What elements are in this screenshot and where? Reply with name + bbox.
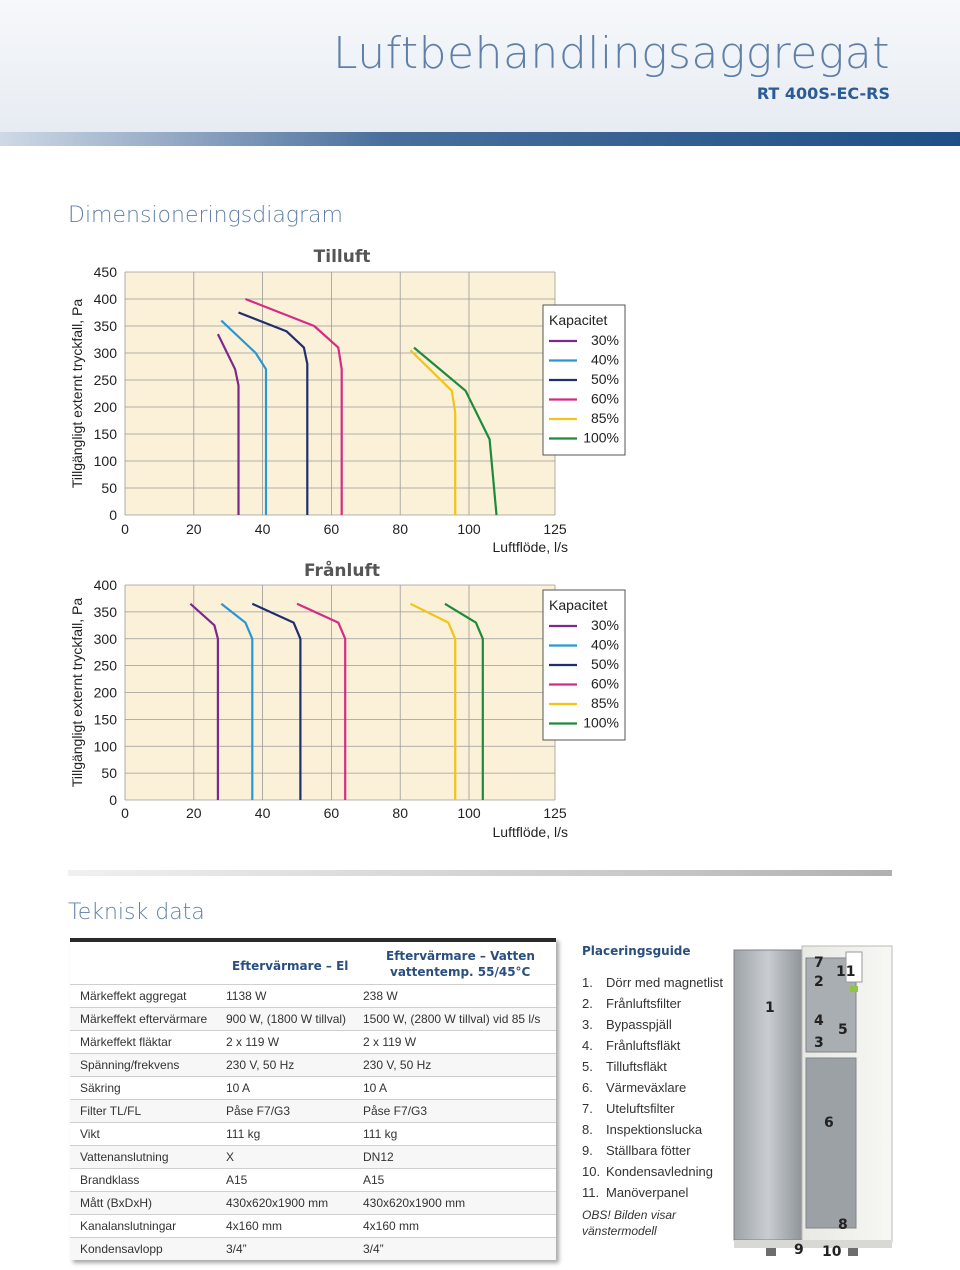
placement-item-text: Tilluftsfläkt <box>606 1059 667 1074</box>
row-label: Märkeffekt fläktar <box>80 1035 172 1049</box>
x-tick-label: 100 <box>457 805 481 821</box>
row-value-el: Påse F7/G3 <box>226 1104 291 1118</box>
table-row <box>70 1122 556 1145</box>
component-number-label: 8 <box>838 1217 848 1233</box>
row-value-el: 4x160 mm <box>226 1219 283 1233</box>
placement-item <box>582 1077 727 1098</box>
table-row <box>70 1237 556 1260</box>
row-value-el: 111 kg <box>226 1127 261 1141</box>
placement-note: OBS! Bilden visar vänstermodell <box>582 1208 677 1238</box>
diagram-section-title: Dimensioneringsdiagram <box>68 203 343 228</box>
placement-item-number: 7. <box>582 1101 593 1116</box>
col-header-el: Eftervärmare – El <box>232 959 349 973</box>
placement-item-number: 8. <box>582 1122 593 1137</box>
y-tick-label: 0 <box>109 507 117 523</box>
row-value-el: 1138 W <box>226 989 267 1003</box>
adjustable-foot <box>766 1248 776 1256</box>
row-value-vatten: 111 kg <box>363 1127 398 1141</box>
y-tick-label: 350 <box>93 318 117 334</box>
row-label: Vikt <box>80 1127 100 1141</box>
row-value-el: A15 <box>226 1173 248 1187</box>
placement-item <box>582 1056 727 1077</box>
table-row <box>70 1191 556 1214</box>
row-label: Kanalanslutningar <box>80 1219 177 1233</box>
row-value-el: X <box>226 1150 235 1164</box>
legend-label: 50% <box>590 371 619 387</box>
section-divider <box>68 870 892 876</box>
component-number-label: 2 <box>814 974 824 990</box>
row-label: Märkeffekt aggregat <box>80 989 187 1003</box>
table-row <box>70 1076 556 1099</box>
y-axis-label: Tillgängligt externt tryckfall, Pa <box>69 298 85 489</box>
x-tick-label: 125 <box>543 521 567 537</box>
placement-item-text: Manöverpanel <box>606 1185 689 1200</box>
row-value-vatten: 230 V, 50 Hz <box>363 1058 432 1072</box>
x-axis-label: Luftflöde, l/s <box>492 539 568 555</box>
status-led <box>850 986 858 992</box>
component-number-label: 1 <box>765 1000 775 1016</box>
row-value-el: 230 V, 50 Hz <box>226 1058 295 1072</box>
placement-item <box>582 993 727 1014</box>
row-value-vatten: 2 x 119 W <box>363 1035 417 1049</box>
row-value-el: 3/4” <box>226 1242 247 1256</box>
tech-data-table <box>70 938 556 1260</box>
y-tick-label: 350 <box>93 603 117 620</box>
placement-item-text: Kondensavledning <box>606 1164 713 1179</box>
y-tick-label: 150 <box>93 426 117 442</box>
placement-item-number: 11. <box>582 1185 600 1200</box>
y-tick-label: 400 <box>93 577 117 593</box>
y-axis-label: Tillgängligt externt tryckfall, Pa <box>69 597 85 788</box>
row-value-vatten: 4x160 mm <box>363 1219 420 1233</box>
y-tick-label: 100 <box>93 453 117 469</box>
y-tick-label: 200 <box>93 399 117 415</box>
adjustable-foot <box>848 1248 858 1256</box>
page-title: Luftbehandlingsaggregat <box>332 28 890 79</box>
placement-item <box>582 1140 727 1161</box>
legend-label: 85% <box>590 410 619 426</box>
row-value-vatten: 10 A <box>363 1081 388 1095</box>
x-tick-label: 80 <box>392 521 408 537</box>
x-axis-label: Luftflöde, l/s <box>492 824 568 840</box>
row-value-vatten: 238 W <box>363 989 398 1003</box>
placement-guide <box>582 944 727 1239</box>
row-label: Mått (BxDxH) <box>80 1196 152 1210</box>
component-number-label: 6 <box>824 1115 834 1131</box>
y-tick-label: 0 <box>109 792 117 808</box>
legend-label: 30% <box>590 332 619 348</box>
row-value-vatten: 3/4” <box>363 1242 384 1256</box>
chart-title: Tilluft <box>313 247 371 267</box>
placement-item-number: 2. <box>582 996 593 1011</box>
table-header <box>70 938 556 988</box>
x-tick-label: 40 <box>254 805 271 821</box>
col-header-vatten-temp: vattentemp. 55/45°C <box>390 965 531 979</box>
plot-area <box>125 272 555 515</box>
y-tick-label: 100 <box>93 738 117 755</box>
y-tick-label: 300 <box>93 345 117 361</box>
exchanger-compartment <box>806 1058 856 1228</box>
placement-item <box>582 1161 727 1182</box>
row-value-vatten: A15 <box>363 1173 385 1187</box>
row-value-el: 10 A <box>226 1081 251 1095</box>
y-tick-label: 400 <box>93 291 117 307</box>
row-value-el: 900 W, (1800 W tillval) <box>226 1012 347 1026</box>
placement-item-text: Ställbara fötter <box>606 1143 691 1158</box>
placement-item-text: Frånluftsfilter <box>606 996 682 1011</box>
y-tick-label: 250 <box>93 657 117 674</box>
row-label: Spänning/frekvens <box>80 1058 180 1072</box>
placement-guide-title: Placeringsguide <box>582 944 691 958</box>
door-panel <box>734 950 802 1240</box>
row-value-vatten: Påse F7/G3 <box>363 1104 428 1118</box>
y-tick-label: 300 <box>93 630 117 647</box>
placement-item <box>582 1119 727 1140</box>
x-tick-label: 20 <box>186 521 202 537</box>
placement-item-number: 6. <box>582 1080 593 1095</box>
y-tick-label: 250 <box>93 372 117 388</box>
component-number-label: 5 <box>838 1022 848 1038</box>
x-tick-label: 0 <box>121 521 129 537</box>
row-label: Märkeffekt eftervärmare <box>80 1012 208 1026</box>
placement-item <box>582 1098 727 1119</box>
x-tick-label: 80 <box>392 805 408 821</box>
legend-label: 40% <box>590 351 619 368</box>
component-number-label: 11 <box>836 964 856 980</box>
placement-item-number: 10. <box>582 1164 601 1179</box>
y-tick-label: 50 <box>101 480 117 496</box>
legend-label: 60% <box>590 390 619 407</box>
placement-item <box>582 972 727 993</box>
legend-label: 85% <box>590 695 619 711</box>
row-label: Säkring <box>80 1081 121 1095</box>
row-value-el: 2 x 119 W <box>226 1035 280 1049</box>
placement-item-number: 5. <box>582 1059 593 1074</box>
table-row <box>70 1099 556 1122</box>
table-row <box>70 1030 556 1053</box>
x-tick-label: 60 <box>323 805 340 821</box>
component-number-label: 10 <box>822 1244 842 1260</box>
placement-item-number: 3. <box>582 1017 593 1032</box>
tech-section-title: Teknisk data <box>68 900 205 925</box>
table-row <box>70 1007 556 1030</box>
legend-label: 40% <box>590 636 619 653</box>
component-number-label: 9 <box>794 1242 804 1258</box>
placement-item <box>582 1182 727 1203</box>
table-row <box>70 1145 556 1168</box>
placement-item-number: 4. <box>582 1038 593 1053</box>
x-tick-label: 0 <box>121 805 129 821</box>
row-label: Vattenanslutning <box>80 1150 169 1164</box>
row-label: Kondensavlopp <box>80 1242 163 1256</box>
x-tick-label: 100 <box>457 521 481 537</box>
placement-item-text: Uteluftsfilter <box>606 1101 675 1116</box>
table-row <box>70 1053 556 1076</box>
placement-item-number: 1. <box>582 975 593 990</box>
x-tick-label: 60 <box>323 521 340 537</box>
row-value-vatten: DN12 <box>363 1150 394 1164</box>
placement-item-text: Dörr med magnetlist <box>606 975 724 990</box>
placement-item-text: Värmeväxlare <box>606 1080 687 1095</box>
y-tick-label: 50 <box>101 765 117 782</box>
legend-label: 60% <box>590 675 619 692</box>
table-row <box>70 1168 556 1191</box>
col-header-vatten: Eftervärmare – Vatten <box>386 949 535 963</box>
row-value-vatten: 1500 W, (2800 W tillval) vid 85 l/s <box>363 1012 541 1026</box>
row-value-el: 430x620x1900 mm <box>226 1196 329 1210</box>
row-label: Filter TL/FL <box>80 1104 142 1118</box>
base-plinth <box>734 1240 892 1248</box>
component-number-label: 7 <box>814 955 824 971</box>
placement-item <box>582 1014 727 1035</box>
placement-item <box>582 1035 727 1056</box>
y-tick-label: 450 <box>93 264 117 280</box>
placement-item-text: Inspektionslucka <box>606 1122 703 1137</box>
y-tick-label: 150 <box>93 711 117 728</box>
component-number-label: 3 <box>814 1035 824 1051</box>
table-row <box>70 984 556 1007</box>
table-row <box>70 1214 556 1237</box>
legend-label: 50% <box>590 656 619 672</box>
y-tick-label: 200 <box>93 684 117 701</box>
legend-label: 100% <box>583 714 619 731</box>
x-tick-label: 20 <box>186 805 202 821</box>
row-label: Brandklass <box>80 1173 140 1187</box>
row-value-vatten: 430x620x1900 mm <box>363 1196 466 1210</box>
legend-label: 100% <box>583 429 619 446</box>
legend-title: Kapacitet <box>549 597 608 613</box>
chart-title: Frånluft <box>304 561 380 581</box>
model-name: RT 400S-EC-RS <box>756 84 890 103</box>
component-number-label: 4 <box>814 1013 824 1029</box>
x-tick-label: 125 <box>543 805 567 821</box>
placement-item-text: Bypasspjäll <box>606 1017 672 1032</box>
placement-item-number: 9. <box>582 1143 593 1158</box>
x-tick-label: 40 <box>254 521 271 537</box>
legend-label: 30% <box>590 617 619 633</box>
placement-item-text: Frånluftsfläkt <box>606 1038 681 1053</box>
legend-title: Kapacitet <box>549 312 608 328</box>
